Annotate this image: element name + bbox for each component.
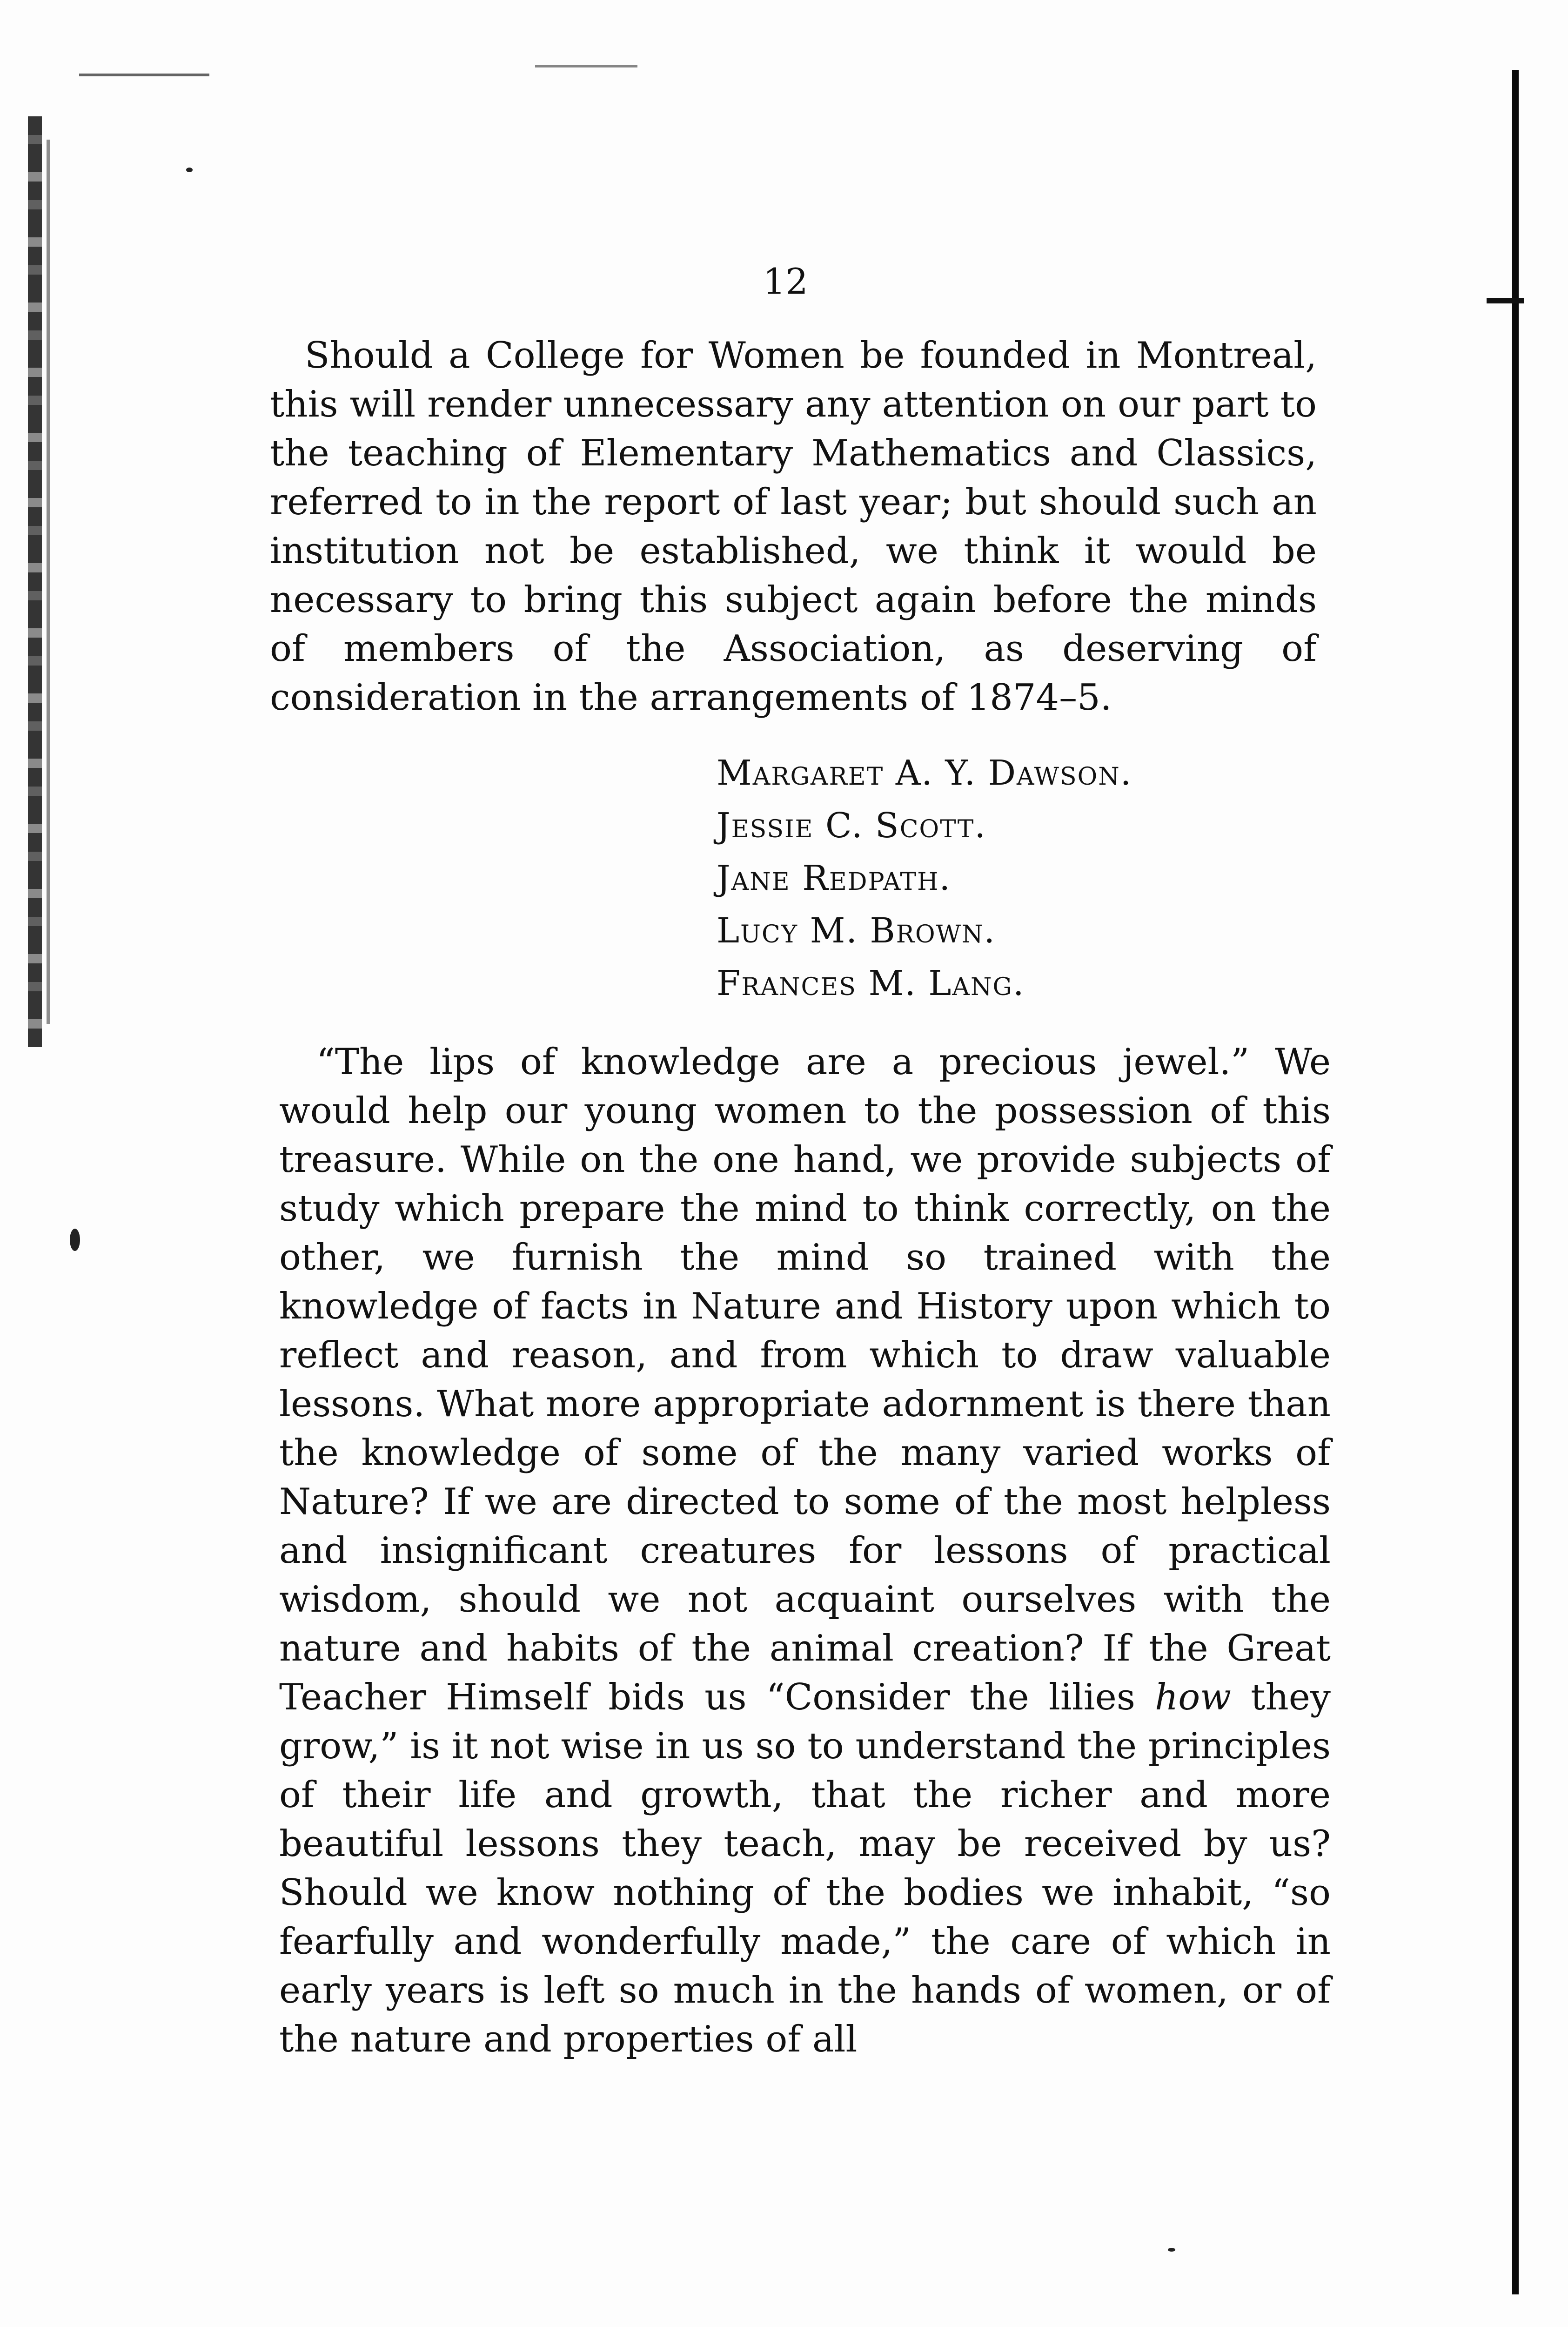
top-edge-mark bbox=[535, 65, 637, 67]
report-paragraph: Should a College for Women be founded in Montreal, this will render unnecessary any attention on our part to the teaching of Elementary Mathematics and Classics, referred to in the report of last year; but should such an institution not be established, we think it would be necessary to bring this subject again before the minds of members of the Association, as deserving of consideration in the arrangements of 1874–5. bbox=[270, 335, 1317, 719]
signatory-name: Margaret A. Y. Dawson. bbox=[717, 753, 1132, 793]
scan-speck bbox=[186, 168, 193, 172]
paragraph-text: “The lips of knowledge are a precious jewel.” We would help our young women to the possession of this treasure. While on the one hand, we provide subjects of study which prepare the mind to think correctly, on the other, we furnish the mind so trained with the knowledge of facts in Nature and History upon which to reflect and reason, and from which to draw valuable lessons. What more appropriate adornment is there than the knowledge of some of the many varied works of Nature? If we are directed to some of the most helpless and insignificant creatures for lessons of practical wisdom, should we not acquaint ourselves with the nature and habits of the animal creation? If the Great Teacher Himself bids us “Consider the lilies bbox=[279, 1041, 1331, 1718]
left-binding-edge bbox=[28, 116, 42, 1047]
signatory-name: Frances M. Lang. bbox=[717, 963, 1025, 1003]
left-binding-shadow bbox=[47, 140, 50, 1024]
body-paragraph bbox=[279, 1038, 1331, 2064]
paragraph-text: they grow,” is it not wise in us so to understand the principles of their life and growth, that the richer and more beautiful lessons they teach, may be received by us? Should we know nothing of the bodies we inhabit, “so fearfully and wonderfully made,” the care of which in early years is left so much in the hands of women, or of the nature and properties of all bbox=[279, 1676, 1331, 2060]
signatory-list bbox=[717, 747, 1132, 1010]
signatory-name: Jessie C. Scott. bbox=[717, 806, 986, 846]
italic-word: how bbox=[1155, 1676, 1232, 1718]
scan-speck bbox=[1168, 2248, 1175, 2252]
scan-speck bbox=[70, 1229, 80, 1251]
top-edge-mark bbox=[79, 74, 209, 76]
page-number: 12 bbox=[763, 261, 808, 302]
right-page-edge bbox=[1512, 70, 1519, 2294]
signatory-name: Lucy M. Brown. bbox=[717, 911, 996, 951]
right-edge-mark bbox=[1487, 298, 1524, 303]
signatory-name: Jane Redpath. bbox=[717, 858, 952, 898]
